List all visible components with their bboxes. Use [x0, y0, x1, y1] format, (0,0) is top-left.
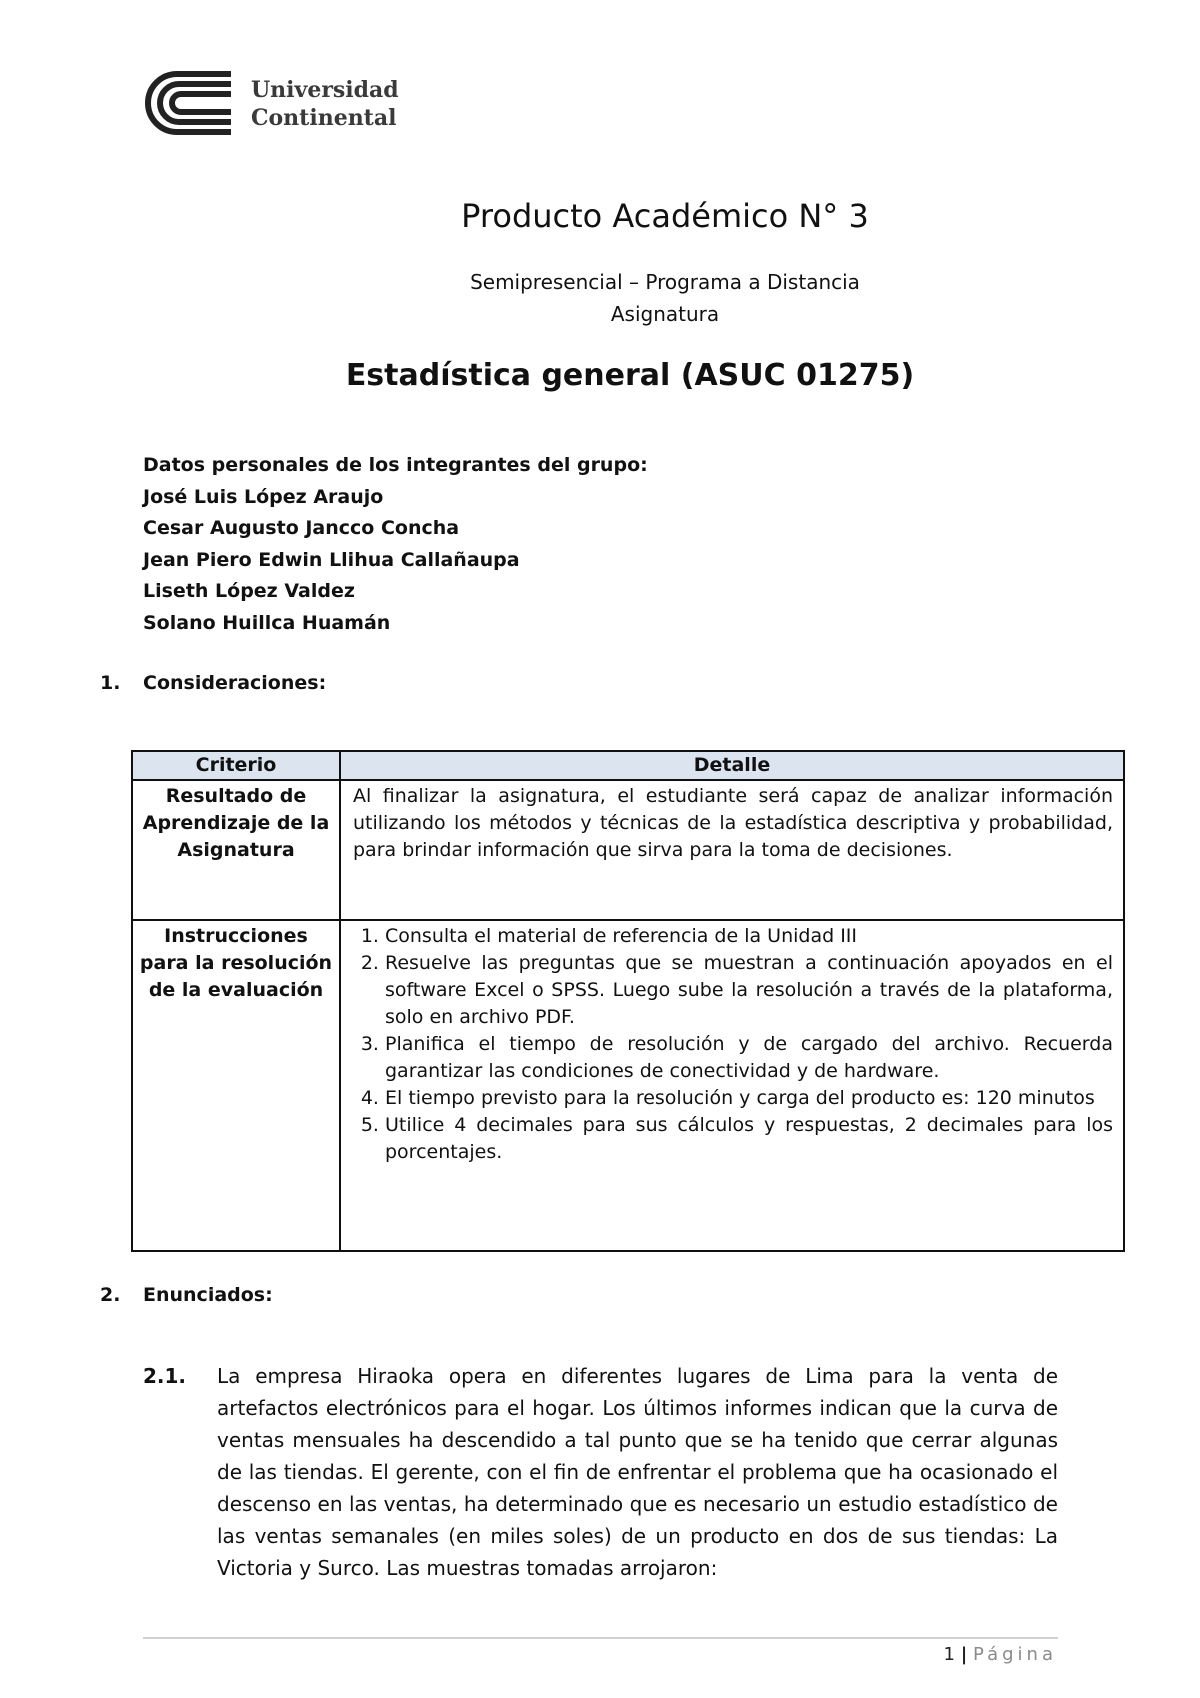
- criterio-cell: Resultado de Aprendizaje de la Asignatura: [132, 780, 340, 920]
- page-title: Producto Académico N° 3: [461, 197, 869, 235]
- detalle-cell: Al finalizar la asignatura, el estudiante será capaz de analizar información utilizando los métodos y técnicas de la estadística descriptiva y probabilidad, para brindar información que sirva para la toma de decisiones.: [340, 780, 1124, 920]
- members-heading: Datos personales de los integrantes del grupo:: [143, 454, 648, 476]
- member-name: Jean Piero Edwin Llihua Callañaupa: [143, 548, 520, 571]
- table-header-detalle: Detalle: [340, 751, 1124, 780]
- list-item: 1. Consulta el material de referencia de la Unidad III: [385, 923, 1113, 950]
- page-footer: [944, 1644, 1057, 1665]
- university-logo: [143, 70, 403, 142]
- members-list: [143, 450, 648, 639]
- member-name: José Luis López Araujo: [143, 485, 384, 508]
- section-heading-enunciados: [100, 1284, 273, 1306]
- detalle-cell: [340, 920, 1124, 1251]
- table-header-row: [132, 751, 1124, 780]
- list-item: 5. Utilice 4 decimales para sus cálculos y respuestas, 2 decimales para los porcentajes.: [385, 1112, 1113, 1166]
- list-item: 4. El tiempo previsto para la resolución y carga del producto es: 120 minutos: [385, 1085, 1113, 1112]
- subtitle-line-1: Semipresencial – Programa a Distancia: [470, 270, 860, 294]
- footer-divider: [143, 1637, 1058, 1639]
- member-name: Cesar Augusto Jancco Concha: [143, 517, 460, 539]
- criteria-table: [131, 750, 1125, 1252]
- problem-text: La empresa Hiraoka opera en diferentes lugares de Lima para la venta de artefactos electrónicos para el hogar. Los últimos informes indican que la curva de ventas mensuales ha descendido a tal punto que se ha tenido que cerrar algunas de las tiendas. El gerente, con el fin de enfrentar el problema que ha ocasionado el descenso en las ventas, ha determinado que es necesario un estudio estadístico de las ventas semanales (en miles soles) de un producto en dos de sus tiendas: La Victoria y Surco. Las muestras tomadas arrojaron:: [217, 1364, 1058, 1580]
- course-title: Estadística general (ASUC 01275): [345, 358, 915, 393]
- page-label: Página: [973, 1644, 1057, 1665]
- subtitle-line-2: Asignatura: [610, 302, 720, 326]
- section-number: 2.: [100, 1284, 121, 1306]
- section-label: Enunciados:: [143, 1284, 273, 1306]
- table-row: [132, 780, 1124, 920]
- table-header-criterio: Criterio: [132, 751, 340, 780]
- member-name: Liseth López Valdez: [143, 580, 355, 602]
- subtitle: [0, 266, 1200, 330]
- problem-statement: [143, 1360, 1058, 1584]
- section-label: Consideraciones:: [143, 672, 327, 694]
- list-item: 2. Resuelve las preguntas que se muestran a continuación apoyados en el software Excel o SPSS. Luego sube la resolución a través de la plataforma, solo en archivo PDF.: [385, 950, 1113, 1031]
- logo-line-1: Universidad: [251, 77, 399, 103]
- section-heading-consideraciones: [100, 672, 326, 694]
- university-logo-mark-icon: [143, 70, 235, 136]
- list-item: 3. Planifica el tiempo de resolución y de cargado del archivo. Recuerda garantizar las condiciones de conectividad y de hardware.: [385, 1031, 1113, 1085]
- page-number: 1: [943, 1644, 955, 1665]
- problem-number: 2.1.: [143, 1364, 187, 1388]
- section-number: 1.: [100, 672, 121, 694]
- table-row: [132, 920, 1124, 1251]
- member-name: Solano Huillca Huamán: [143, 611, 391, 634]
- criterio-cell: Instrucciones para la resolución de la evaluación: [132, 920, 340, 1251]
- logo-line-2: Continental: [251, 105, 397, 131]
- footer-separator: |: [960, 1644, 968, 1665]
- instructions-list: [353, 923, 1113, 1166]
- university-logo-text: [251, 76, 399, 132]
